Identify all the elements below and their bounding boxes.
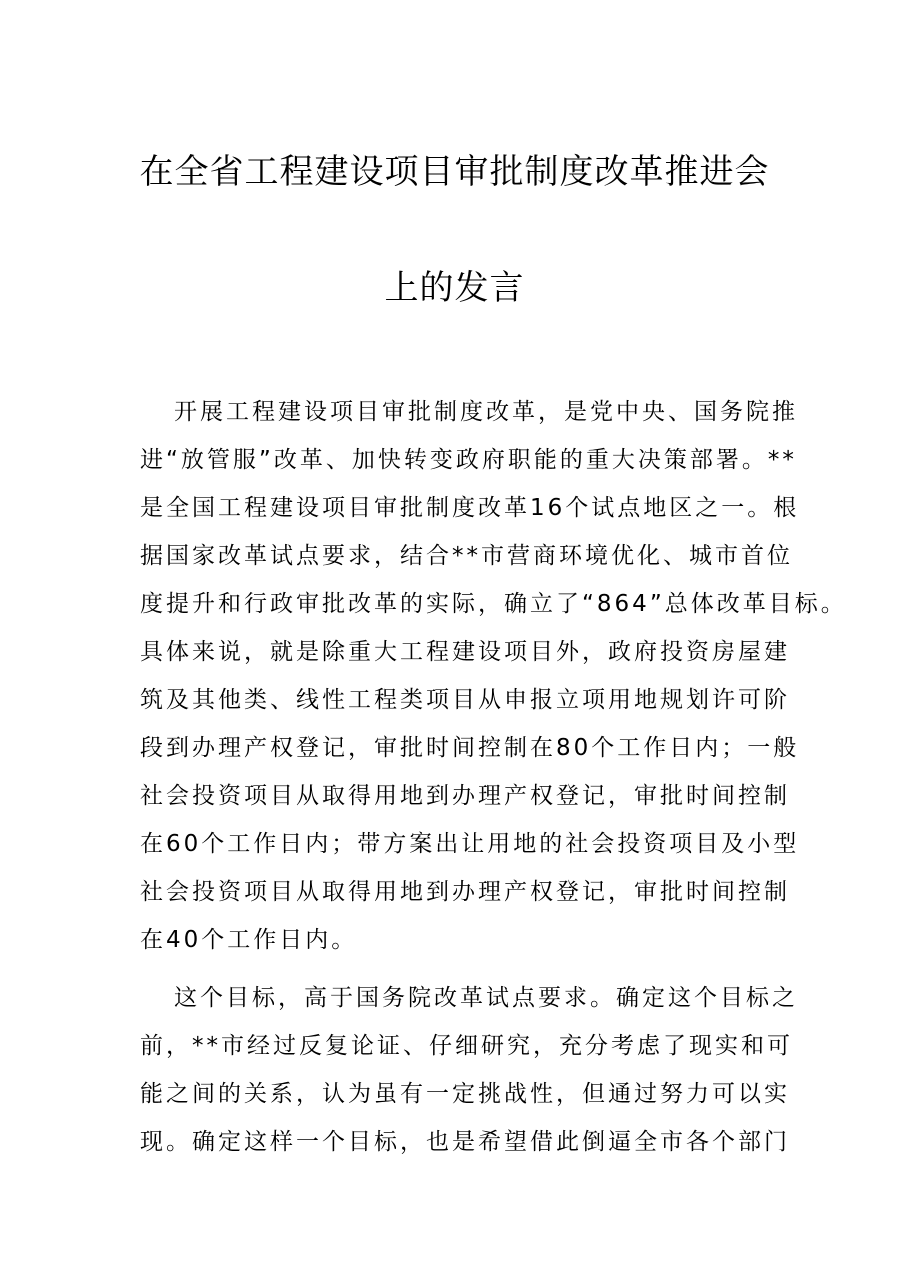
paragraph-1-line-2: 进“放管服”改革、加快转变政府职能的重大决策部署。** — [140, 447, 797, 473]
paragraph-2-line-2: 前，**市经过反复论证、仔细研究，充分考虑了现实和可 — [140, 1033, 793, 1059]
paragraph-1-line-4: 据国家改革试点要求，结合**市营商环境优化、城市首位 — [140, 543, 793, 569]
paragraph-1-line-7: 筑及其他类、线性工程类项目从申报立项用地规划许可阶 — [140, 687, 790, 713]
paragraph-1-line-6: 具体来说，就是除重大工程建设项目外，政府投资房屋建 — [140, 639, 790, 665]
paragraph-1-line-11: 社会投资项目从取得用地到办理产权登记，审批时间控制 — [140, 879, 790, 905]
paragraph-1-line-3: 是全国工程建设项目审批制度改革16个试点地区之一。根 — [140, 495, 800, 521]
paragraph-1-line-9: 社会投资项目从取得用地到办理产权登记，审批时间控制 — [140, 783, 790, 809]
paragraph-1-line-10: 在60个工作日内；带方案出让用地的社会投资项目及小型 — [140, 831, 800, 857]
document-title-line-1: 在全省工程建设项目审批制度改革推进会 — [139, 152, 770, 192]
paragraph-2-line-3: 能之间的关系，认为虽有一定挑战性，但通过努力可以实 — [140, 1081, 790, 1107]
paragraph-2-line-4: 现。确定这样一个目标，也是希望借此倒逼全市各个部门 — [140, 1129, 790, 1155]
paragraph-1-line-12: 在40个工作日内。 — [140, 927, 358, 953]
paragraph-1-line-1: 开展工程建设项目审批制度改革，是党中央、国务院推 — [174, 399, 798, 425]
paragraph-2-line-1: 这个目标，高于国务院改革试点要求。确定这个目标之 — [174, 985, 798, 1011]
document-title-line-2: 上的发言 — [384, 268, 525, 308]
paragraph-1-line-5: 度提升和行政审批改革的实际，确立了“864”总体改革目标。 — [140, 591, 847, 617]
paragraph-1-line-8: 段到办理产权登记，审批时间控制在80个工作日内；一般 — [140, 735, 800, 761]
